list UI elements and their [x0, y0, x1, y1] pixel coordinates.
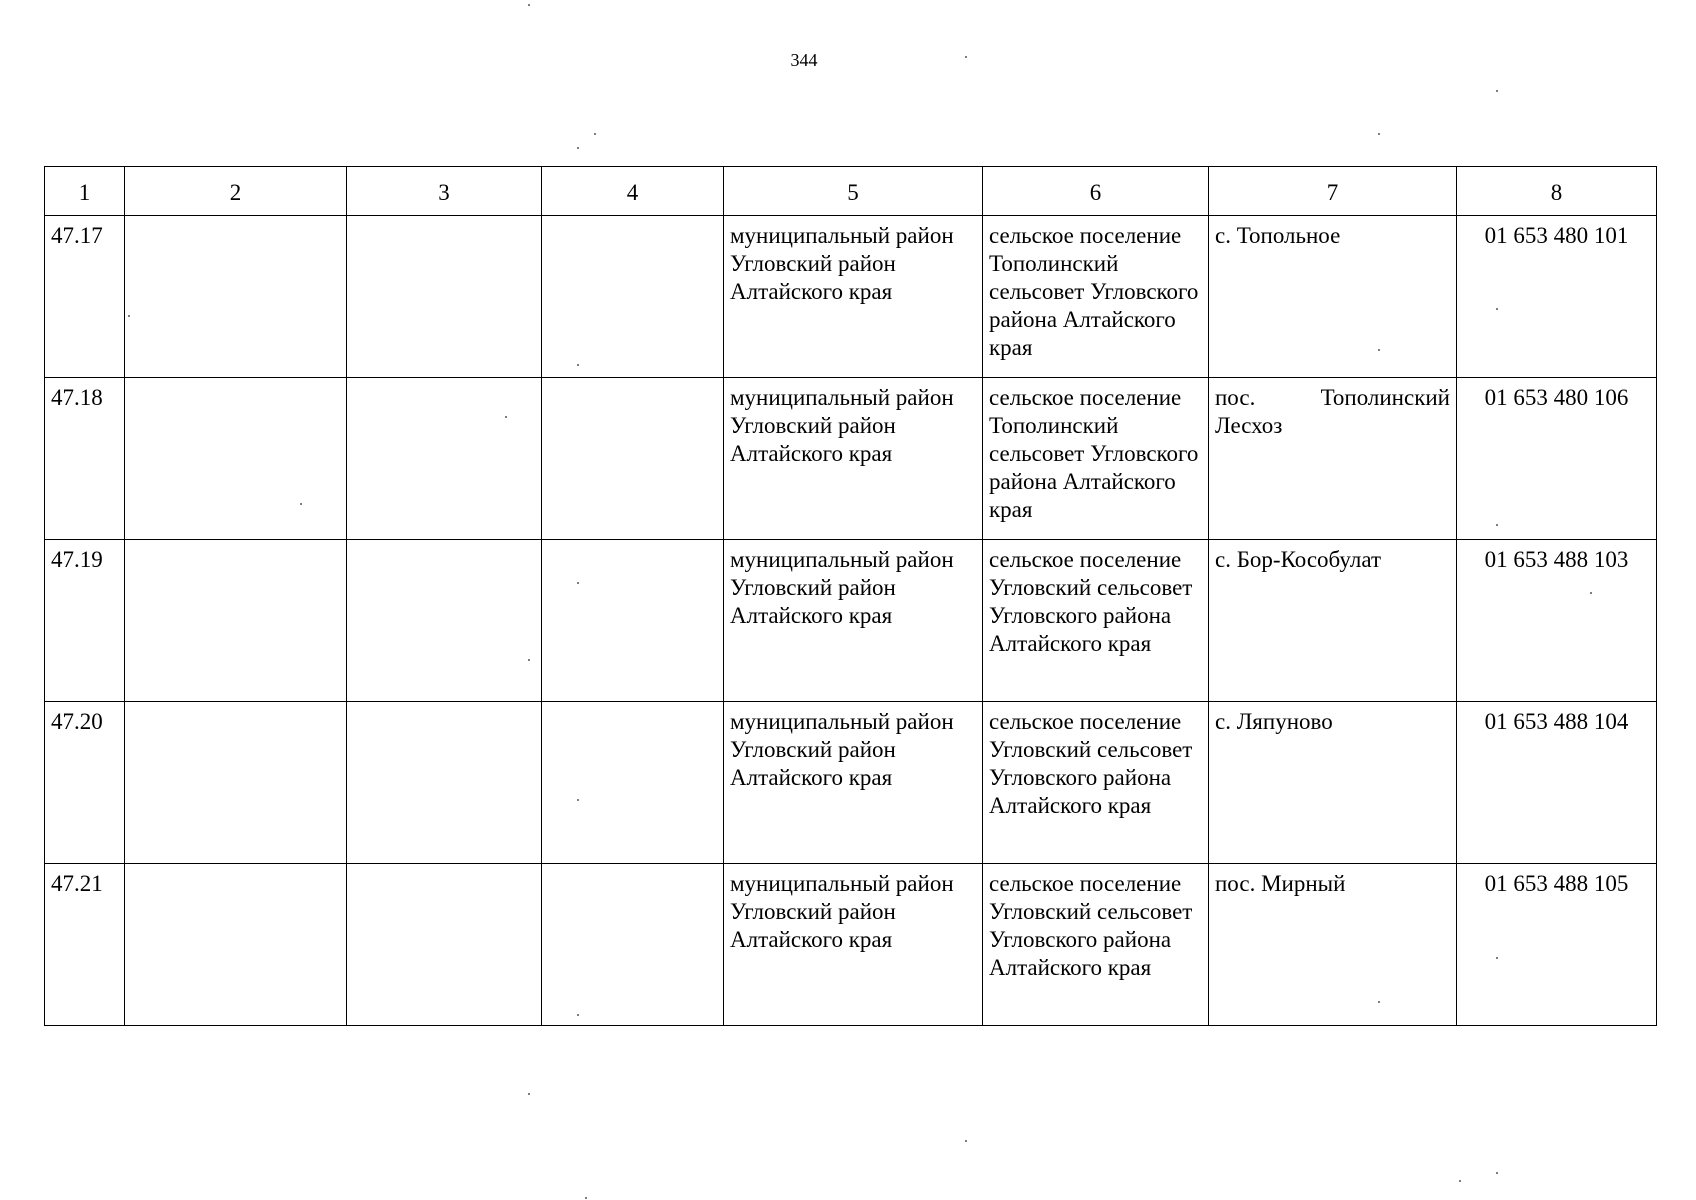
empty-cell: [347, 702, 542, 864]
scan-speck: [1459, 1180, 1461, 1182]
locality-cell: с. Бор-Кособулат: [1209, 540, 1457, 702]
empty-cell: [125, 216, 347, 378]
oktmo-code-cell: 01 653 488 105: [1457, 864, 1657, 1026]
scan-speck: [577, 364, 579, 366]
oktmo-code-cell: 01 653 488 103: [1457, 540, 1657, 702]
scan-speck: [1496, 524, 1498, 526]
oktmo-code-cell: 01 653 488 104: [1457, 702, 1657, 864]
settlement-cell: сельское поселение Тополинский сельсовет Угловского района Алтайского края: [983, 216, 1209, 378]
scan-speck: [965, 56, 967, 58]
column-header-8: 8: [1457, 167, 1657, 216]
empty-cell: [542, 378, 724, 540]
column-header-5: 5: [724, 167, 983, 216]
empty-cell: [542, 702, 724, 864]
scan-speck: [1378, 1001, 1380, 1003]
municipal-district-cell: муниципальный район Угловский район Алтайского края: [724, 216, 983, 378]
scan-speck: [1590, 592, 1592, 594]
empty-cell: [125, 378, 347, 540]
empty-cell: [542, 540, 724, 702]
settlement-cell: сельское поселение Угловский сельсовет Угловского района Алтайского края: [983, 702, 1209, 864]
empty-cell: [347, 540, 542, 702]
row-number-cell: 47.18: [45, 378, 125, 540]
page-number: 344: [790, 50, 818, 70]
locality-cell: пос. Тополинский Лесхоз: [1209, 378, 1457, 540]
column-header-7: 7: [1209, 167, 1457, 216]
settlement-cell: сельское поселение Угловский сельсовет Угловского района Алтайского края: [983, 540, 1209, 702]
empty-cell: [125, 540, 347, 702]
column-header-1: 1: [45, 167, 125, 216]
scan-speck: [577, 799, 579, 801]
scan-speck: [528, 659, 530, 661]
scan-speck: [300, 503, 302, 505]
scan-speck: [577, 147, 579, 149]
table-row: [45, 378, 1657, 540]
scan-speck: [528, 4, 530, 6]
empty-cell: [542, 864, 724, 1026]
column-header-3: 3: [347, 167, 542, 216]
locality-cell: пос. Мирный: [1209, 864, 1457, 1026]
table-row: [45, 702, 1657, 864]
scan-speck: [1496, 1172, 1498, 1174]
locality-cell: с. Ляпуново: [1209, 702, 1457, 864]
scan-speck: [1378, 133, 1380, 135]
column-header-2: 2: [125, 167, 347, 216]
empty-cell: [542, 216, 724, 378]
empty-cell: [347, 216, 542, 378]
table-row: [45, 540, 1657, 702]
empty-cell: [125, 702, 347, 864]
empty-cell: [125, 864, 347, 1026]
row-number-cell: 47.21: [45, 864, 125, 1026]
row-number-cell: 47.19: [45, 540, 125, 702]
scan-speck: [577, 1014, 579, 1016]
registry-table: [44, 166, 1657, 1026]
scan-speck: [528, 1093, 530, 1095]
scan-speck: [594, 133, 596, 135]
municipal-district-cell: муниципальный район Угловский район Алтайского края: [724, 378, 983, 540]
settlement-cell: сельское поселение Угловский сельсовет Угловского района Алтайского края: [983, 864, 1209, 1026]
scan-speck: [1496, 957, 1498, 959]
scan-speck: [1496, 308, 1498, 310]
empty-cell: [347, 378, 542, 540]
scan-speck: [128, 315, 130, 317]
municipal-district-cell: муниципальный район Угловский район Алтайского края: [724, 864, 983, 1026]
column-header-6: 6: [983, 167, 1209, 216]
row-number-cell: 47.20: [45, 702, 125, 864]
column-header-4: 4: [542, 167, 724, 216]
oktmo-code-cell: 01 653 480 101: [1457, 216, 1657, 378]
scan-speck: [1378, 349, 1380, 351]
table-row: [45, 864, 1657, 1026]
municipal-district-cell: муниципальный район Угловский район Алтайского края: [724, 540, 983, 702]
oktmo-code-cell: 01 653 480 106: [1457, 378, 1657, 540]
row-number-cell: 47.17: [45, 216, 125, 378]
settlement-cell: сельское поселение Тополинский сельсовет Угловского района Алтайского края: [983, 378, 1209, 540]
empty-cell: [347, 864, 542, 1026]
municipal-district-cell: муниципальный район Угловский район Алтайского края: [724, 702, 983, 864]
scan-speck: [1496, 90, 1498, 92]
table-header-row: [45, 167, 1657, 216]
scan-speck: [965, 1140, 967, 1142]
scan-speck: [585, 1197, 587, 1199]
locality-cell: с. Топольное: [1209, 216, 1457, 378]
table-row: [45, 216, 1657, 378]
scan-speck: [505, 416, 507, 418]
scan-speck: [577, 582, 579, 584]
